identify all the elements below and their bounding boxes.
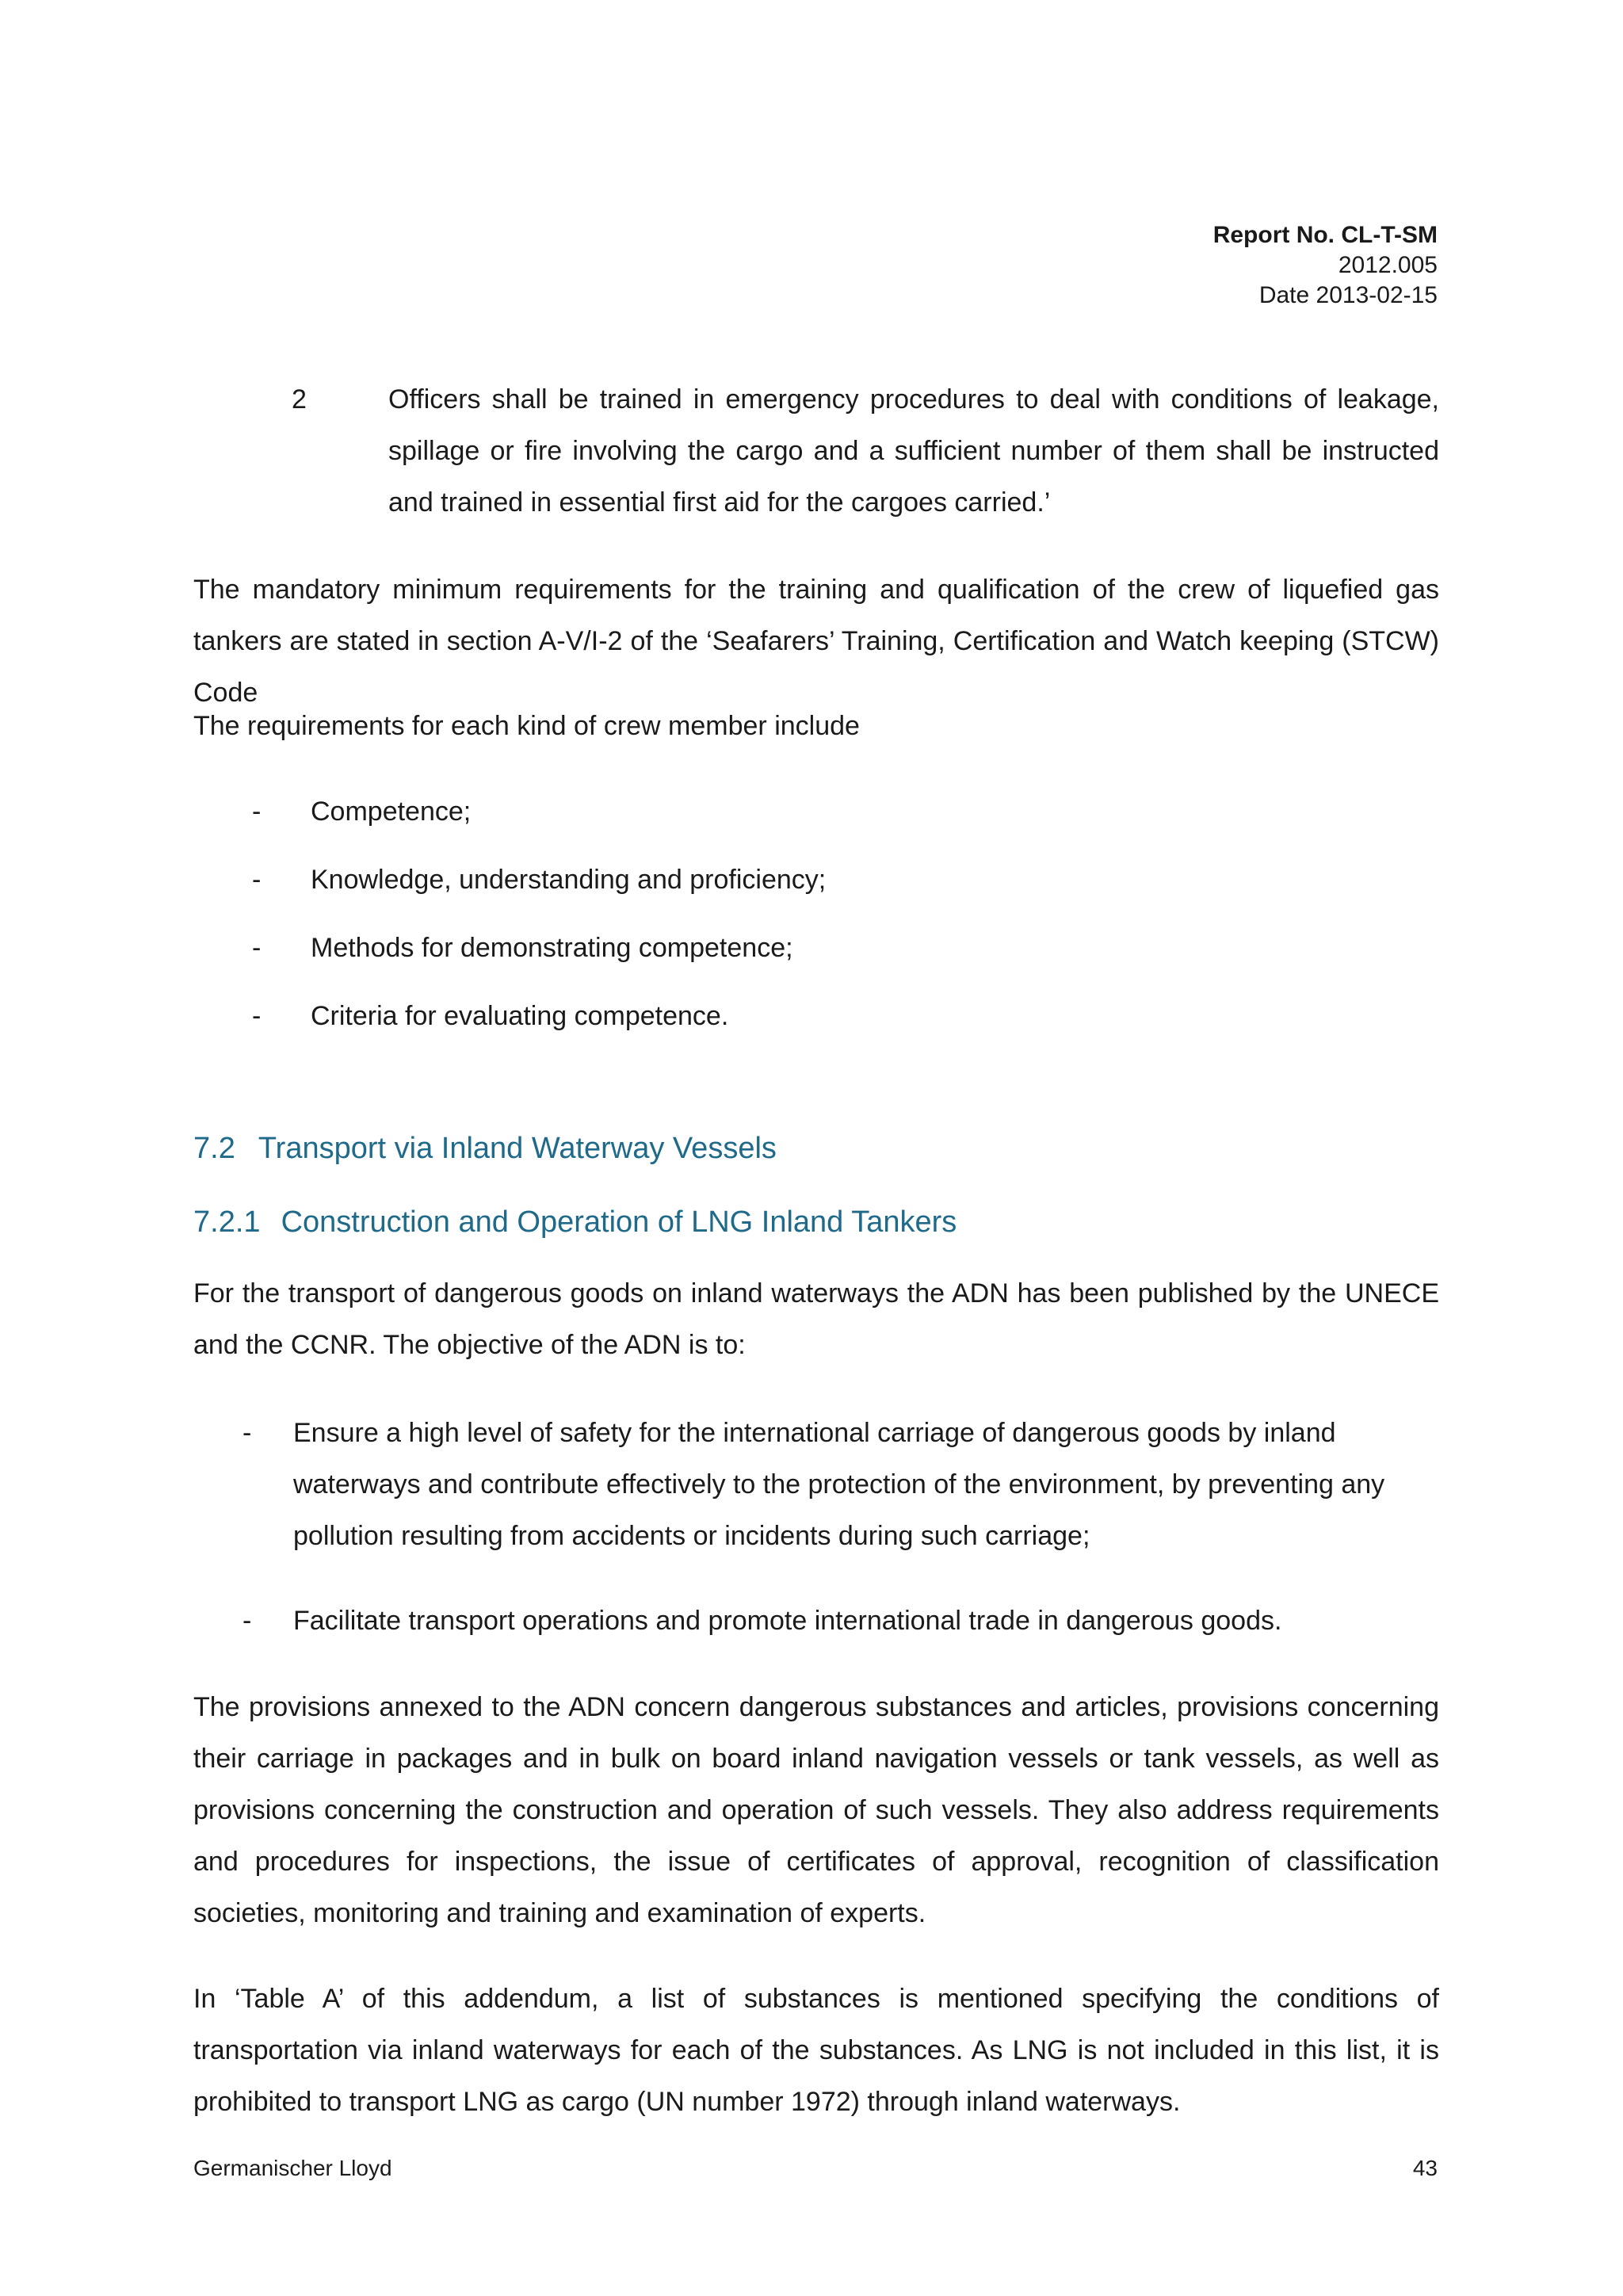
list-item <box>193 854 1439 923</box>
paragraph-stcw: The mandatory minimum requirements for the training and qualification of the crew of liquefied gas tankers are stated in section A-V/I-2 of the ‘Seafarers’ Training, Certification and Watch keeping (STCW) Code <box>193 575 1439 708</box>
list-item-text: Competence; <box>311 797 472 827</box>
numbered-item <box>292 374 1439 529</box>
list-item-text: Ensure a high level of safety for the international carriage of dangerous goods by inland waterways and contribute effectively to the protection of the environment, by preventing any pollution resulting from accidents or incidents during such carriage; <box>293 1418 1385 1551</box>
paragraph-requirements: The requirements for each kind of crew member include <box>193 711 860 741</box>
adn-objective-list <box>193 1408 1439 1647</box>
list-item <box>193 1408 1439 1562</box>
list-item-text: Criteria for evaluating competence. <box>311 1001 729 1031</box>
section-number: 7.2 <box>193 1132 235 1165</box>
page-number: 43 <box>1412 2156 1438 2180</box>
list-item <box>193 923 1439 991</box>
section-title: Construction and Operation of LNG Inland Tankers <box>281 1205 957 1239</box>
paragraph-table-a: In ‘Table A’ of this addendum, a list of substances is mentioned specifying the conditions of transportation via inland waterways for each of the substances. As LNG is not included in this list, it is prohibited to transport LNG as cargo (UN number 1972) through inland waterways. <box>193 1984 1439 2117</box>
competence-list <box>193 786 1439 1059</box>
list-item <box>193 991 1439 1059</box>
paragraph-adn-intro: For the transport of dangerous goods on inland waterways the ADN has been published by the UNECE and the CCNR. The objective of the ADN is to: <box>193 1278 1439 1360</box>
section-heading-7-2-1 <box>193 1205 957 1240</box>
dash-bullet: - <box>252 797 262 827</box>
dash-bullet: - <box>252 933 262 963</box>
dash-bullet: - <box>242 1418 252 1448</box>
list-item-text: Facilitate transport operations and promote international trade in dangerous goods. <box>293 1606 1282 1636</box>
footer-company: Germanischer Lloyd <box>193 2156 392 2180</box>
paragraph-adn-provisions: The provisions annexed to the ADN concern dangerous substances and articles, provisions concerning their carriage in packages and in bulk on board inland navigation vessels or tank vessels, as well as provisions concerning the construction and operation of such vessels. They also address requirements and procedures for inspections, the issue of certificates of approval, recognition of classification societies, monitoring and training and examination of experts. <box>193 1692 1439 1928</box>
dash-bullet: - <box>242 1606 252 1636</box>
list-item-text: Methods for demonstrating competence; <box>311 933 793 963</box>
section-title: Transport via Inland Waterway Vessels <box>258 1132 777 1165</box>
item-number: 2 <box>292 384 307 415</box>
item-text: Officers shall be trained in emergency procedures to deal with conditions of leakage, spillage or fire involving the cargo and a sufficient number of them shall be instructed and trained in essential first aid for the cargoes carried.’ <box>388 384 1439 518</box>
report-header <box>1213 220 1438 311</box>
list-item <box>193 1595 1439 1647</box>
section-heading-7-2 <box>193 1132 777 1166</box>
list-item-text: Knowledge, understanding and proficiency; <box>311 865 827 895</box>
report-date: Date 2013-02-15 <box>1258 282 1438 308</box>
report-id: 2012.005 <box>1338 252 1438 278</box>
report-number: Report No. CL-T-SM <box>1212 222 1438 248</box>
section-number: 7.2.1 <box>193 1205 261 1239</box>
list-item <box>193 786 1439 854</box>
dash-bullet: - <box>252 865 262 895</box>
dash-bullet: - <box>252 1001 262 1031</box>
